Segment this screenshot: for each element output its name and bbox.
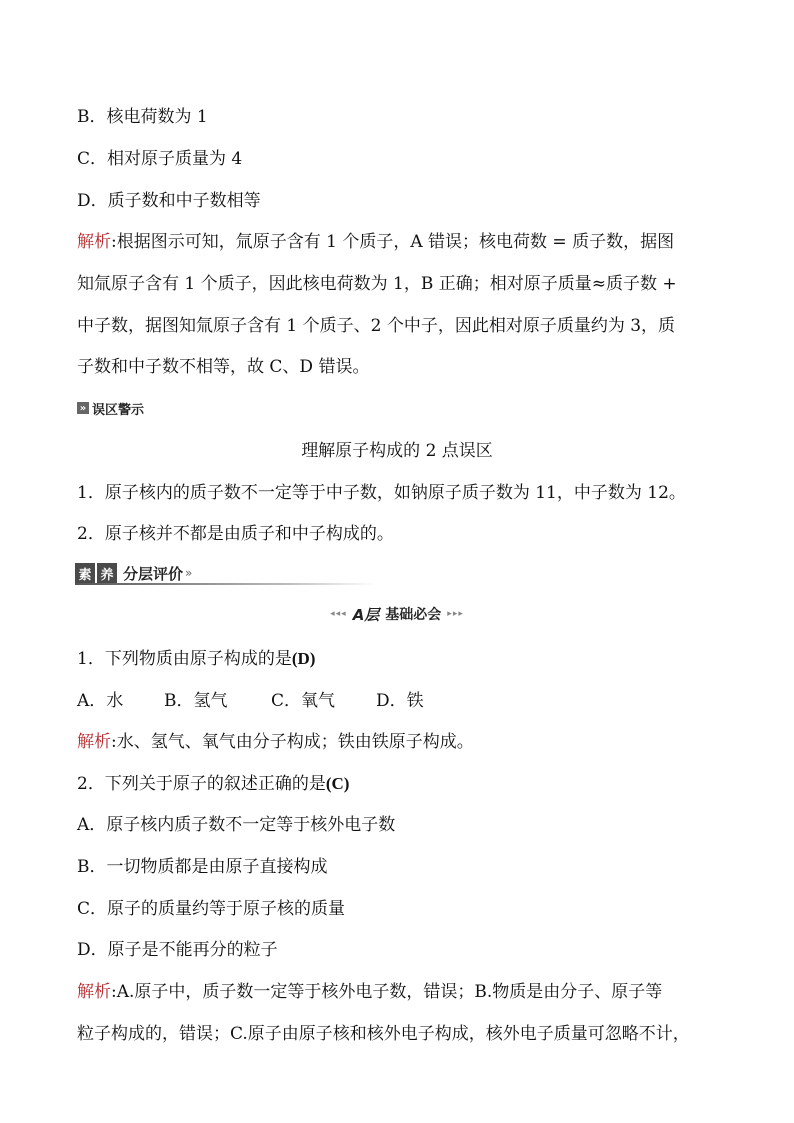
q1-option-b: B．氢气 xyxy=(164,691,228,711)
q2-option-c: C．原子的质量约等于原子核的质量 xyxy=(77,899,346,919)
level-badge: A层 xyxy=(352,605,380,624)
q2-option-a: A．原子核内质子数不一定等于核外电子数 xyxy=(77,815,396,835)
analysis-line: 中子数，据图知氚原子含有 1 个质子、2 个中子，因此相对原子质量约为 3，质 xyxy=(77,316,676,336)
double-chevron-icon: » xyxy=(185,566,193,580)
question-text: 1．下列物质由原子构成的是 xyxy=(77,649,292,669)
question-2-analysis xyxy=(77,981,727,1003)
question-1-analysis xyxy=(77,731,727,753)
warning-header xyxy=(77,398,144,418)
analysis-label: 解析 xyxy=(77,732,111,752)
level-title: 基础必会 xyxy=(385,607,442,623)
q1-option-a: A．水 xyxy=(77,691,124,711)
section-divider xyxy=(75,583,375,585)
question-answer: (D) xyxy=(291,649,316,668)
option-d: D．质子数和中子数相等 xyxy=(77,191,261,211)
section-header xyxy=(75,562,375,584)
warning-heading: 理解原子构成的 2 点误区 xyxy=(301,441,493,461)
question-1-options xyxy=(77,690,727,712)
analysis-line xyxy=(77,231,727,253)
warning-item: 1．原子核内的质子数不一定等于中子数，如钠原子质子数为 11，中子数为 12。 xyxy=(77,483,686,503)
analysis-label: 解析 xyxy=(77,232,111,252)
analysis-label: 解析 xyxy=(77,982,111,1002)
analysis-text: :A.原子中，质子数一定等于核外电子数，错误；B.物质是由分子、原子等 xyxy=(111,982,663,1002)
analysis-text: :水、氢气、氧气由分子构成；铁由铁原子构成。 xyxy=(111,732,474,752)
option-c: C．相对原子质量为 4 xyxy=(77,149,243,169)
level-header xyxy=(0,603,794,625)
question-2-stem xyxy=(77,773,727,795)
section-tile: 素 xyxy=(75,563,95,583)
analysis-text: :根据图示可知，氚原子含有 1 个质子，A 错误；核电荷数 = 质子数，据图 xyxy=(111,232,675,252)
q2-option-d: D．原子是不能再分的粒子 xyxy=(77,940,278,960)
right-arrows-icon: ▸▸▸ xyxy=(447,609,464,619)
q1-option-d: D．铁 xyxy=(376,691,424,711)
chevron-right-icon: » xyxy=(77,402,89,414)
q2-option-b: B．一切物质都是由原子直接构成 xyxy=(77,857,328,877)
section-tile: 养 xyxy=(97,563,117,583)
q1-option-c: C．氧气 xyxy=(271,691,336,711)
analysis-line: 知氚原子含有 1 个质子，因此核电荷数为 1，B 正确；相对原子质量≈质子数 + xyxy=(77,274,677,294)
section-title: 分层评价 xyxy=(123,564,184,583)
warning-title: 误区警示 xyxy=(92,402,145,418)
question-text: 2．下列关于原子的叙述正确的是 xyxy=(77,774,326,794)
analysis-line: 子数和中子数不相等，故 C、D 错误。 xyxy=(77,357,370,377)
question-answer: (C) xyxy=(325,774,350,793)
warning-item: 2．原子核并不都是由质子和中子构成的。 xyxy=(77,524,394,544)
option-b: B．核电荷数为 1 xyxy=(77,107,208,127)
left-arrows-icon: ◂◂◂ xyxy=(330,609,347,619)
analysis-line: 粒子构成的，错误；C.原子由原子核和核外电子构成，核外电子质量可忽略不计， xyxy=(77,1024,690,1044)
question-1-stem xyxy=(77,648,727,670)
